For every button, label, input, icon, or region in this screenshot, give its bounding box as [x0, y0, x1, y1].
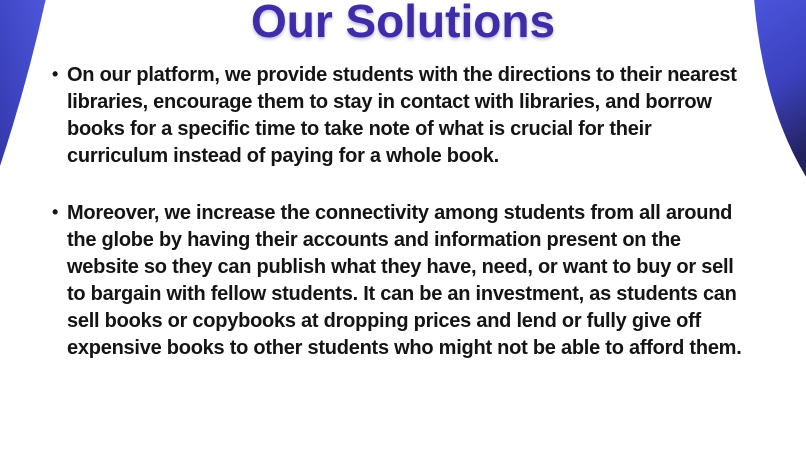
bullet-dot-icon: •	[52, 202, 59, 222]
list-item	[52, 200, 752, 362]
bullet-text: Moreover, we increase the connectivity among students from all around the globe by having their accounts and information present on the website so they can publish what they have, need, or want to buy or sell to bargain with fellow students. It can be an investment, as students can sell books or copybooks at dropping prices and lend or fully give off expensive books to other students who might not be able to afford them.	[67, 202, 742, 359]
solutions-list	[52, 62, 752, 362]
bullet-text: On our platform, we provide students with the directions to their nearest libraries, encourage them to stay in contact with libraries, and borrow books for a specific time to take note of what is crucial for their curriculum instead of paying for a whole book.	[67, 64, 737, 167]
page-title: Our Solutions	[250, 0, 556, 47]
list-item	[52, 62, 752, 170]
bullet-dot-icon: •	[52, 64, 59, 84]
